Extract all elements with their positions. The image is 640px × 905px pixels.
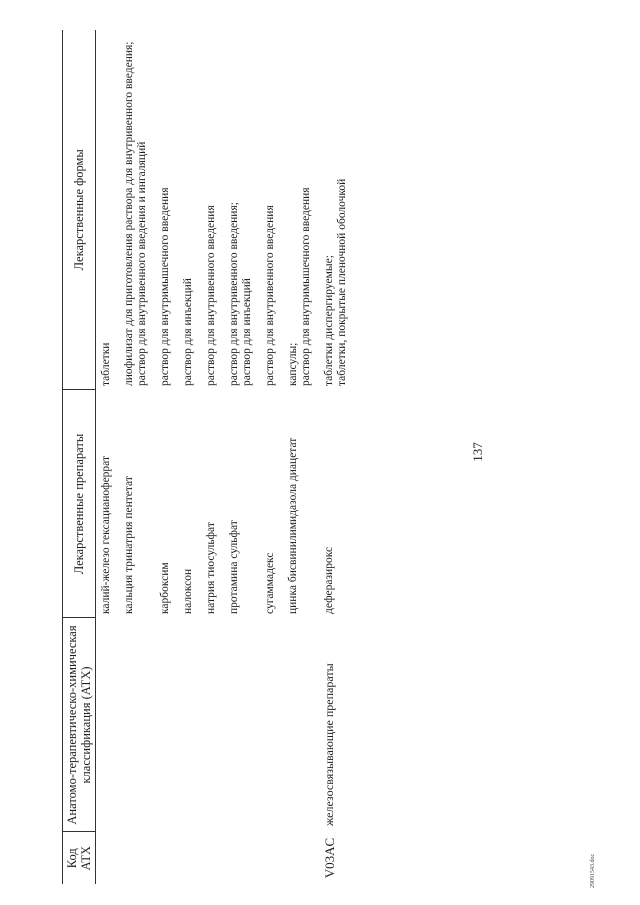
- table-row: [96, 30, 120, 884]
- table-row: [283, 30, 319, 884]
- header-classification: Анатомо-терапевтическо-химическая классификация (АТХ): [63, 618, 96, 832]
- cell-code: [260, 832, 283, 884]
- cell-forms: раствор для инъекций: [182, 278, 194, 386]
- cell-classification: [283, 618, 319, 832]
- cell-drug: калий-железо гексацианоферрат: [100, 455, 112, 614]
- header-code: Код АТХ: [63, 832, 96, 884]
- table-row: [224, 30, 260, 884]
- cell-classification: [119, 618, 155, 832]
- cell-classification: [224, 618, 260, 832]
- cell-forms: раствор для внутривенного введения: [205, 205, 217, 386]
- table-row: [155, 30, 178, 884]
- cell-drug: налоксон: [182, 568, 194, 614]
- cell-forms: лиофилизат для приготовления раствора для внутривенного введения; раствор для внутривенного введения и ингаляций: [123, 41, 148, 386]
- cell-drug: карбоксим: [159, 562, 171, 614]
- cell-code: [155, 832, 178, 884]
- rotated-page-content: [62, 30, 570, 884]
- cell-forms: таблетки диспергируемые; таблетки, покрытые пленочной оболочкой: [323, 178, 348, 386]
- cell-drug: натрия тиосульфат: [205, 522, 217, 614]
- table-row: [260, 30, 283, 884]
- cell-classification: [260, 618, 283, 832]
- file-name: 29091543.doc: [590, 853, 596, 888]
- cell-drug: кальция тринатрия пентетат: [123, 476, 135, 614]
- cell-code: [283, 832, 319, 884]
- cell-code: [224, 832, 260, 884]
- table-row: [319, 30, 355, 884]
- table-row: [201, 30, 224, 884]
- cell-code: [119, 832, 155, 884]
- cell-classification: [178, 618, 201, 832]
- table-row: [119, 30, 155, 884]
- drug-table: [62, 30, 355, 884]
- cell-code: [96, 832, 120, 884]
- cell-drug: деферазирокс: [323, 546, 335, 614]
- table-header-row: [63, 30, 96, 884]
- cell-drug: сугаммадекс: [264, 552, 276, 614]
- header-forms: Лекарственные формы: [63, 30, 96, 390]
- cell-classification: [96, 618, 120, 832]
- cell-classification: железосвязывающие препараты: [322, 663, 336, 826]
- cell-code: V03AC: [322, 837, 337, 879]
- cell-code: [178, 832, 201, 884]
- cell-forms: раствор для внутривенного введения: [264, 205, 276, 386]
- cell-code: [201, 832, 224, 884]
- page-number: 137: [470, 442, 485, 462]
- table-row: [178, 30, 201, 884]
- cell-drug: цинка бисвинилимидазола диацетат: [287, 437, 299, 614]
- cell-forms: раствор для внутривенного введения; раствор для инъекций: [228, 202, 253, 386]
- cell-forms: раствор для внутримышечного введения: [159, 187, 171, 386]
- cell-classification: [155, 618, 178, 832]
- cell-classification: [201, 618, 224, 832]
- cell-forms: таблетки: [100, 342, 112, 386]
- cell-drug: протамина сульфат: [228, 520, 240, 614]
- header-drugs: Лекарственные препараты: [63, 390, 96, 618]
- cell-forms: капсулы; раствор для внутримышечного введения: [287, 187, 312, 386]
